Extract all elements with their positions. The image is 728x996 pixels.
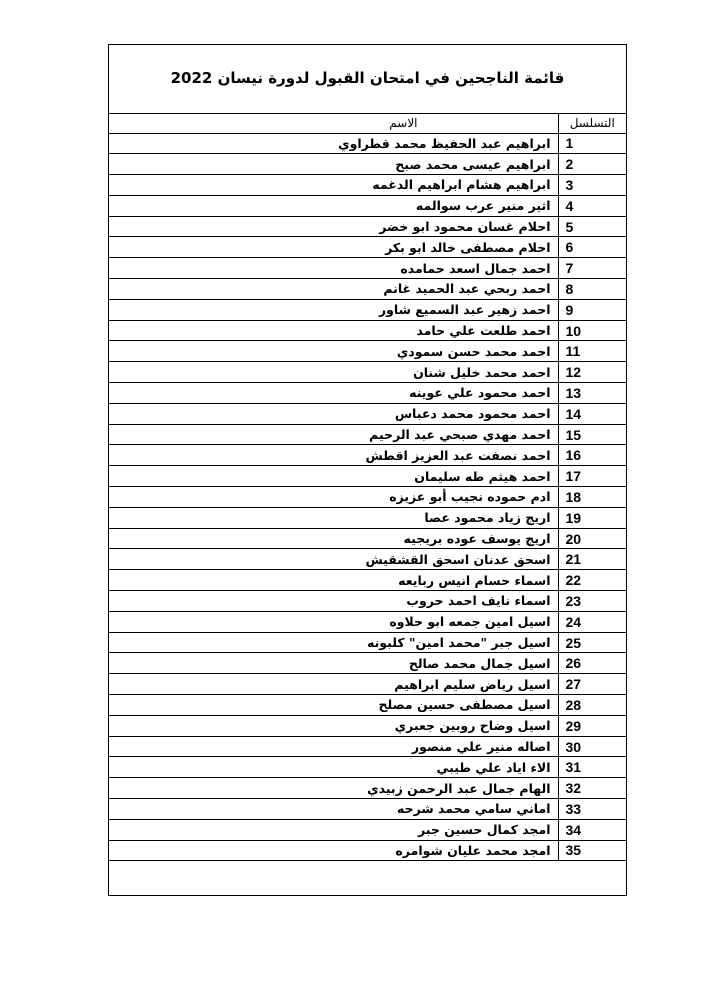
name-cell: اثير منير عرب سوالمه: [109, 195, 558, 216]
name-cell: احلام غسان محمود ابو خضر: [109, 216, 558, 237]
serial-cell: 30: [558, 736, 626, 757]
serial-cell: 19: [558, 507, 626, 528]
serial-cell: 33: [558, 799, 626, 820]
table-row: [109, 362, 626, 383]
table-row: [109, 216, 626, 237]
serial-cell: 23: [558, 591, 626, 612]
name-cell: ادم حموده نجيب أبو عزيزه: [109, 487, 558, 508]
name-cell: الاء اياد علي طيبي: [109, 757, 558, 778]
table-row: [109, 175, 626, 196]
name-cell: امجد محمد عليان شوامره: [109, 840, 558, 861]
table-row: [109, 154, 626, 175]
serial-cell: 13: [558, 383, 626, 404]
serial-cell: 25: [558, 632, 626, 653]
results-table: [109, 114, 626, 861]
table-row: [109, 591, 626, 612]
document-title: قائمة الناجحين في امتحان القبول لدورة نيسان 2022: [170, 69, 565, 87]
table-row: [109, 819, 626, 840]
serial-cell: 14: [558, 403, 626, 424]
table-row: [109, 507, 626, 528]
serial-cell: 21: [558, 549, 626, 570]
name-cell: اريج يوسف عوده بريجيه: [109, 528, 558, 549]
table-row: [109, 632, 626, 653]
serial-cell: 7: [558, 258, 626, 279]
name-cell: احمد طلعت علي حامد: [109, 320, 558, 341]
name-cell: احمد محمد خليل شنان: [109, 362, 558, 383]
name-cell: اسيل وضاح روبين جعبري: [109, 715, 558, 736]
table-row: [109, 383, 626, 404]
serial-cell: 2: [558, 154, 626, 175]
name-cell: اريج زياد محمود عصا: [109, 507, 558, 528]
serial-cell: 18: [558, 487, 626, 508]
serial-cell: 5: [558, 216, 626, 237]
table-row: [109, 403, 626, 424]
table-row: [109, 424, 626, 445]
name-cell: اسيل جبر "محمد امين" كلبونه: [109, 632, 558, 653]
table-row: [109, 674, 626, 695]
table-row: [109, 736, 626, 757]
results-sheet: [108, 44, 627, 896]
name-cell: احمد مهدي صبحي عبد الرحيم: [109, 424, 558, 445]
table-row: [109, 549, 626, 570]
serial-cell: 10: [558, 320, 626, 341]
table-row: [109, 258, 626, 279]
serial-cell: 34: [558, 819, 626, 840]
table-row: [109, 757, 626, 778]
name-cell: اسحق عدنان اسحق القشقيش: [109, 549, 558, 570]
table-row: [109, 466, 626, 487]
serial-cell: 28: [558, 695, 626, 716]
serial-cell: 17: [558, 466, 626, 487]
table-row: [109, 237, 626, 258]
serial-cell: 27: [558, 674, 626, 695]
serial-cell: 20: [558, 528, 626, 549]
table-row: [109, 715, 626, 736]
name-cell: اصاله منير علي منصور: [109, 736, 558, 757]
serial-cell: 29: [558, 715, 626, 736]
table-row: [109, 528, 626, 549]
serial-cell: 15: [558, 424, 626, 445]
name-cell: احمد زهير عبد السميع شاور: [109, 299, 558, 320]
name-cell: احلام مصطفى خالد ابو بكر: [109, 237, 558, 258]
serial-cell: 16: [558, 445, 626, 466]
serial-cell: 22: [558, 570, 626, 591]
table-header-row: [109, 114, 626, 133]
name-cell: احمد ربحي عبد الحميد غانم: [109, 279, 558, 300]
name-cell: اسيل جمال محمد صالح: [109, 653, 558, 674]
serial-cell: 9: [558, 299, 626, 320]
serial-cell: 24: [558, 611, 626, 632]
table-row: [109, 320, 626, 341]
serial-cell: 26: [558, 653, 626, 674]
name-cell: امجد كمال حسين جبر: [109, 819, 558, 840]
name-cell: احمد محمود علي عوينه: [109, 383, 558, 404]
name-cell: اسيل مصطفى حسين مصلح: [109, 695, 558, 716]
table-row: [109, 653, 626, 674]
table-row: [109, 133, 626, 154]
name-cell: اسماء نايف احمد حروب: [109, 591, 558, 612]
name-cell: اسيل رياض سليم ابراهيم: [109, 674, 558, 695]
table-row: [109, 445, 626, 466]
table-row: [109, 341, 626, 362]
table-row: [109, 570, 626, 591]
serial-cell: 31: [558, 757, 626, 778]
serial-cell: 3: [558, 175, 626, 196]
serial-cell: 11: [558, 341, 626, 362]
table-row: [109, 799, 626, 820]
table-row: [109, 840, 626, 861]
header-name: الاسم: [109, 114, 558, 133]
table-row: [109, 695, 626, 716]
serial-cell: 35: [558, 840, 626, 861]
name-cell: احمد محمد حسن سمودي: [109, 341, 558, 362]
table-row: [109, 487, 626, 508]
title-row: [109, 45, 626, 114]
name-cell: احمد نصفت عبد العزيز اقطش: [109, 445, 558, 466]
table-row: [109, 611, 626, 632]
name-cell: ابراهيم عيسى محمد صبح: [109, 154, 558, 175]
serial-cell: 1: [558, 133, 626, 154]
serial-cell: 4: [558, 195, 626, 216]
name-cell: ابراهيم هشام ابراهيم الدغمه: [109, 175, 558, 196]
name-cell: احمد جمال اسعد حمامده: [109, 258, 558, 279]
name-cell: احمد محمود محمد دعباس: [109, 403, 558, 424]
name-cell: ابراهيم عبد الحفيظ محمد قطراوي: [109, 133, 558, 154]
table-row: [109, 299, 626, 320]
table-row: [109, 778, 626, 799]
serial-cell: 32: [558, 778, 626, 799]
name-cell: اسيل امين جمعه ابو حلاوه: [109, 611, 558, 632]
table-row: [109, 195, 626, 216]
header-serial: التسلسل: [558, 114, 626, 133]
name-cell: الهام جمال عبد الرحمن زبيدي: [109, 778, 558, 799]
name-cell: اسماء حسام انيس ربايعه: [109, 570, 558, 591]
name-cell: احمد هيثم طه سليمان: [109, 466, 558, 487]
table-row: [109, 279, 626, 300]
serial-cell: 12: [558, 362, 626, 383]
serial-cell: 8: [558, 279, 626, 300]
name-cell: اماني سامي محمد شرحه: [109, 799, 558, 820]
serial-cell: 6: [558, 237, 626, 258]
